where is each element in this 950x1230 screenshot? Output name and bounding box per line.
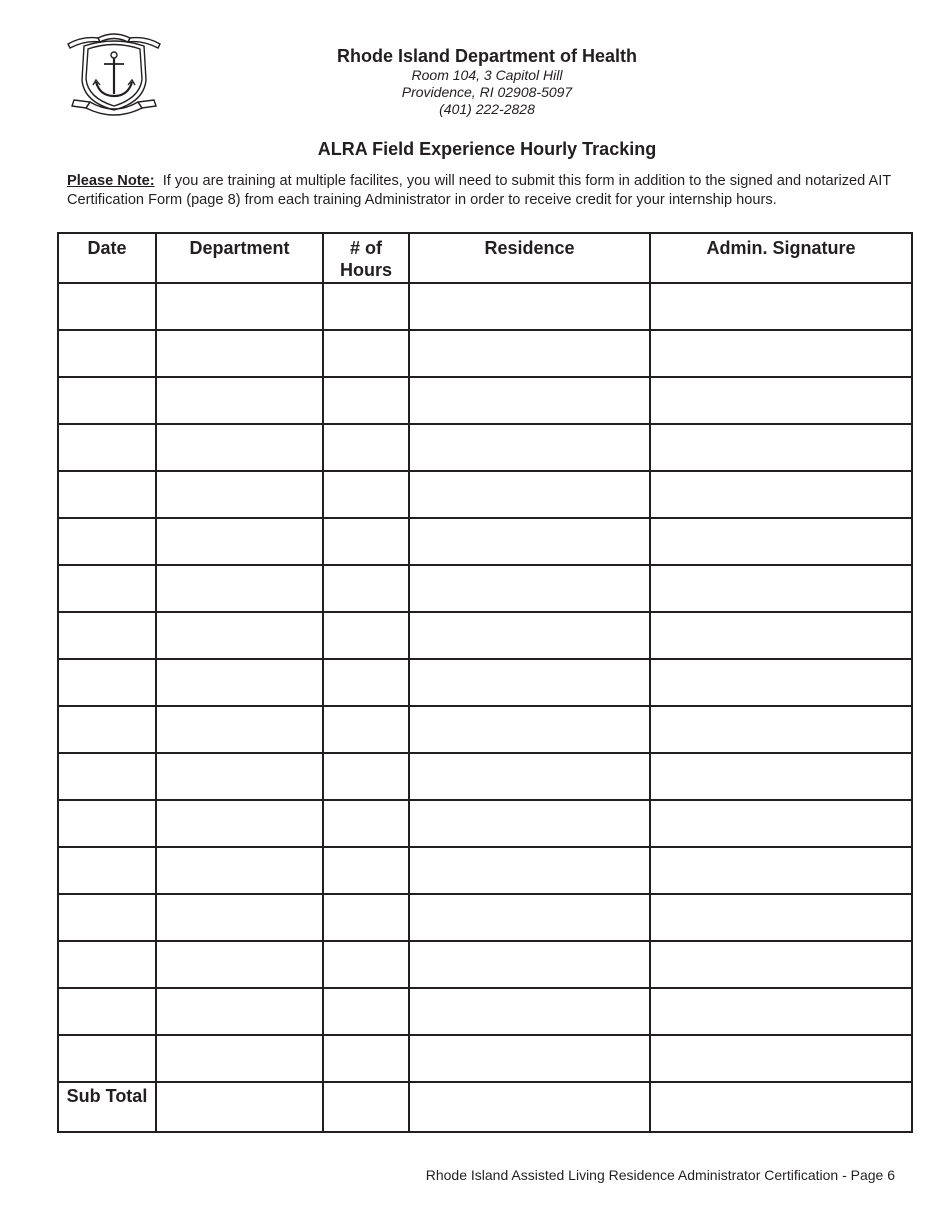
hours-cell[interactable]	[323, 800, 409, 847]
table-row	[58, 471, 912, 518]
date-cell[interactable]	[58, 1035, 156, 1082]
state-seal-logo	[66, 30, 162, 116]
table-row	[58, 659, 912, 706]
hours-cell[interactable]	[323, 659, 409, 706]
date-cell[interactable]	[58, 283, 156, 330]
signature-cell[interactable]	[650, 518, 912, 565]
table-row	[58, 988, 912, 1035]
hours-cell[interactable]	[323, 988, 409, 1035]
signature-cell[interactable]	[650, 330, 912, 377]
signature-cell[interactable]	[650, 894, 912, 941]
signature-cell[interactable]	[650, 706, 912, 753]
department-cell[interactable]	[156, 471, 323, 518]
column-header-date: Date	[58, 233, 156, 283]
department-cell[interactable]	[156, 800, 323, 847]
residence-cell[interactable]	[409, 706, 650, 753]
table-row	[58, 377, 912, 424]
date-cell[interactable]	[58, 565, 156, 612]
table-row	[58, 612, 912, 659]
form-title: ALRA Field Experience Hourly Tracking	[317, 139, 657, 159]
table-row	[58, 800, 912, 847]
residence-cell[interactable]	[409, 941, 650, 988]
residence-cell[interactable]	[409, 847, 650, 894]
subtotal-label: Sub Total	[58, 1082, 156, 1132]
date-cell[interactable]	[58, 612, 156, 659]
letterhead	[240, 45, 734, 118]
organization-name: Rhode Island Department of Health	[336, 46, 638, 66]
hours-cell[interactable]	[323, 753, 409, 800]
signature-cell[interactable]	[650, 659, 912, 706]
department-cell[interactable]	[156, 753, 323, 800]
subtotal-residence-cell[interactable]	[409, 1082, 650, 1132]
department-cell[interactable]	[156, 612, 323, 659]
subtotal-row	[58, 1082, 912, 1132]
residence-cell[interactable]	[409, 330, 650, 377]
department-cell[interactable]	[156, 565, 323, 612]
table-row	[58, 753, 912, 800]
table-row	[58, 283, 912, 330]
signature-cell[interactable]	[650, 800, 912, 847]
hours-cell[interactable]	[323, 612, 409, 659]
hours-cell[interactable]	[323, 894, 409, 941]
date-cell[interactable]	[58, 847, 156, 894]
phone-number: (401) 222-2828	[439, 101, 535, 117]
hours-cell[interactable]	[323, 847, 409, 894]
column-header-department: Department	[156, 233, 323, 283]
signature-cell[interactable]	[650, 283, 912, 330]
hours-cell[interactable]	[323, 424, 409, 471]
hours-cell[interactable]	[323, 283, 409, 330]
note-label: Please Note:	[67, 173, 155, 189]
residence-cell[interactable]	[409, 612, 650, 659]
date-cell[interactable]	[58, 988, 156, 1035]
residence-cell[interactable]	[409, 377, 650, 424]
signature-cell[interactable]	[650, 941, 912, 988]
note-paragraph	[67, 172, 893, 210]
date-cell[interactable]	[58, 424, 156, 471]
department-cell[interactable]	[156, 894, 323, 941]
signature-cell[interactable]	[650, 612, 912, 659]
date-cell[interactable]	[58, 706, 156, 753]
note-text: If you are training at multiple facilites, you will need to submit this form in addition to the signed and notarized AIT Certification Form (page 8) from each training Administrator in order to receive credit for your internship hours.	[67, 173, 891, 208]
hours-cell[interactable]	[323, 377, 409, 424]
residence-cell[interactable]	[409, 988, 650, 1035]
table-row	[58, 706, 912, 753]
table-header-row	[58, 233, 912, 283]
hours-cell[interactable]	[323, 565, 409, 612]
residence-cell[interactable]	[409, 471, 650, 518]
residence-cell[interactable]	[409, 894, 650, 941]
column-header-hours: # of Hours	[323, 233, 409, 283]
subtotal-department-cell[interactable]	[156, 1082, 323, 1132]
signature-cell[interactable]	[650, 988, 912, 1035]
hours-cell[interactable]	[323, 706, 409, 753]
signature-cell[interactable]	[650, 753, 912, 800]
department-cell[interactable]	[156, 518, 323, 565]
department-cell[interactable]	[156, 988, 323, 1035]
table-row	[58, 330, 912, 377]
department-cell[interactable]	[156, 706, 323, 753]
department-cell[interactable]	[156, 659, 323, 706]
signature-cell[interactable]	[650, 424, 912, 471]
residence-cell[interactable]	[409, 1035, 650, 1082]
column-header-admin-signature: Admin. Signature	[650, 233, 912, 283]
table-body	[58, 283, 912, 1132]
date-cell[interactable]	[58, 471, 156, 518]
date-cell[interactable]	[58, 753, 156, 800]
department-cell[interactable]	[156, 424, 323, 471]
hours-cell[interactable]	[323, 941, 409, 988]
table-row	[58, 847, 912, 894]
signature-cell[interactable]	[650, 847, 912, 894]
page-footer: Rhode Island Assisted Living Residence Administrator Certification - Page 6	[425, 1167, 895, 1183]
date-cell[interactable]	[58, 518, 156, 565]
department-cell[interactable]	[156, 377, 323, 424]
department-cell[interactable]	[156, 1035, 323, 1082]
date-cell[interactable]	[58, 377, 156, 424]
residence-cell[interactable]	[409, 753, 650, 800]
residence-cell[interactable]	[409, 424, 650, 471]
subtotal-signature-cell[interactable]	[650, 1082, 912, 1132]
address-line-1: Room 104, 3 Capitol Hill	[411, 67, 563, 83]
hourly-tracking-table	[57, 232, 913, 1133]
residence-cell[interactable]	[409, 659, 650, 706]
signature-cell[interactable]	[650, 565, 912, 612]
date-cell[interactable]	[58, 659, 156, 706]
date-cell[interactable]	[58, 800, 156, 847]
hours-cell[interactable]	[323, 471, 409, 518]
table-row	[58, 565, 912, 612]
department-cell[interactable]	[156, 283, 323, 330]
table-row	[58, 894, 912, 941]
signature-cell[interactable]	[650, 377, 912, 424]
hours-cell[interactable]	[323, 330, 409, 377]
subtotal-hours-cell[interactable]	[323, 1082, 409, 1132]
signature-cell[interactable]	[650, 1035, 912, 1082]
hours-cell[interactable]	[323, 1035, 409, 1082]
department-cell[interactable]	[156, 330, 323, 377]
address-line-2: Providence, RI 02908-5097	[401, 84, 573, 100]
table-row	[58, 1035, 912, 1082]
date-cell[interactable]	[58, 330, 156, 377]
column-header-residence: Residence	[409, 233, 650, 283]
date-cell[interactable]	[58, 941, 156, 988]
signature-cell[interactable]	[650, 471, 912, 518]
hours-cell[interactable]	[323, 518, 409, 565]
residence-cell[interactable]	[409, 283, 650, 330]
residence-cell[interactable]	[409, 565, 650, 612]
table-row	[58, 424, 912, 471]
residence-cell[interactable]	[409, 800, 650, 847]
table-row	[58, 941, 912, 988]
department-cell[interactable]	[156, 941, 323, 988]
department-cell[interactable]	[156, 847, 323, 894]
date-cell[interactable]	[58, 894, 156, 941]
residence-cell[interactable]	[409, 518, 650, 565]
table-row	[58, 518, 912, 565]
